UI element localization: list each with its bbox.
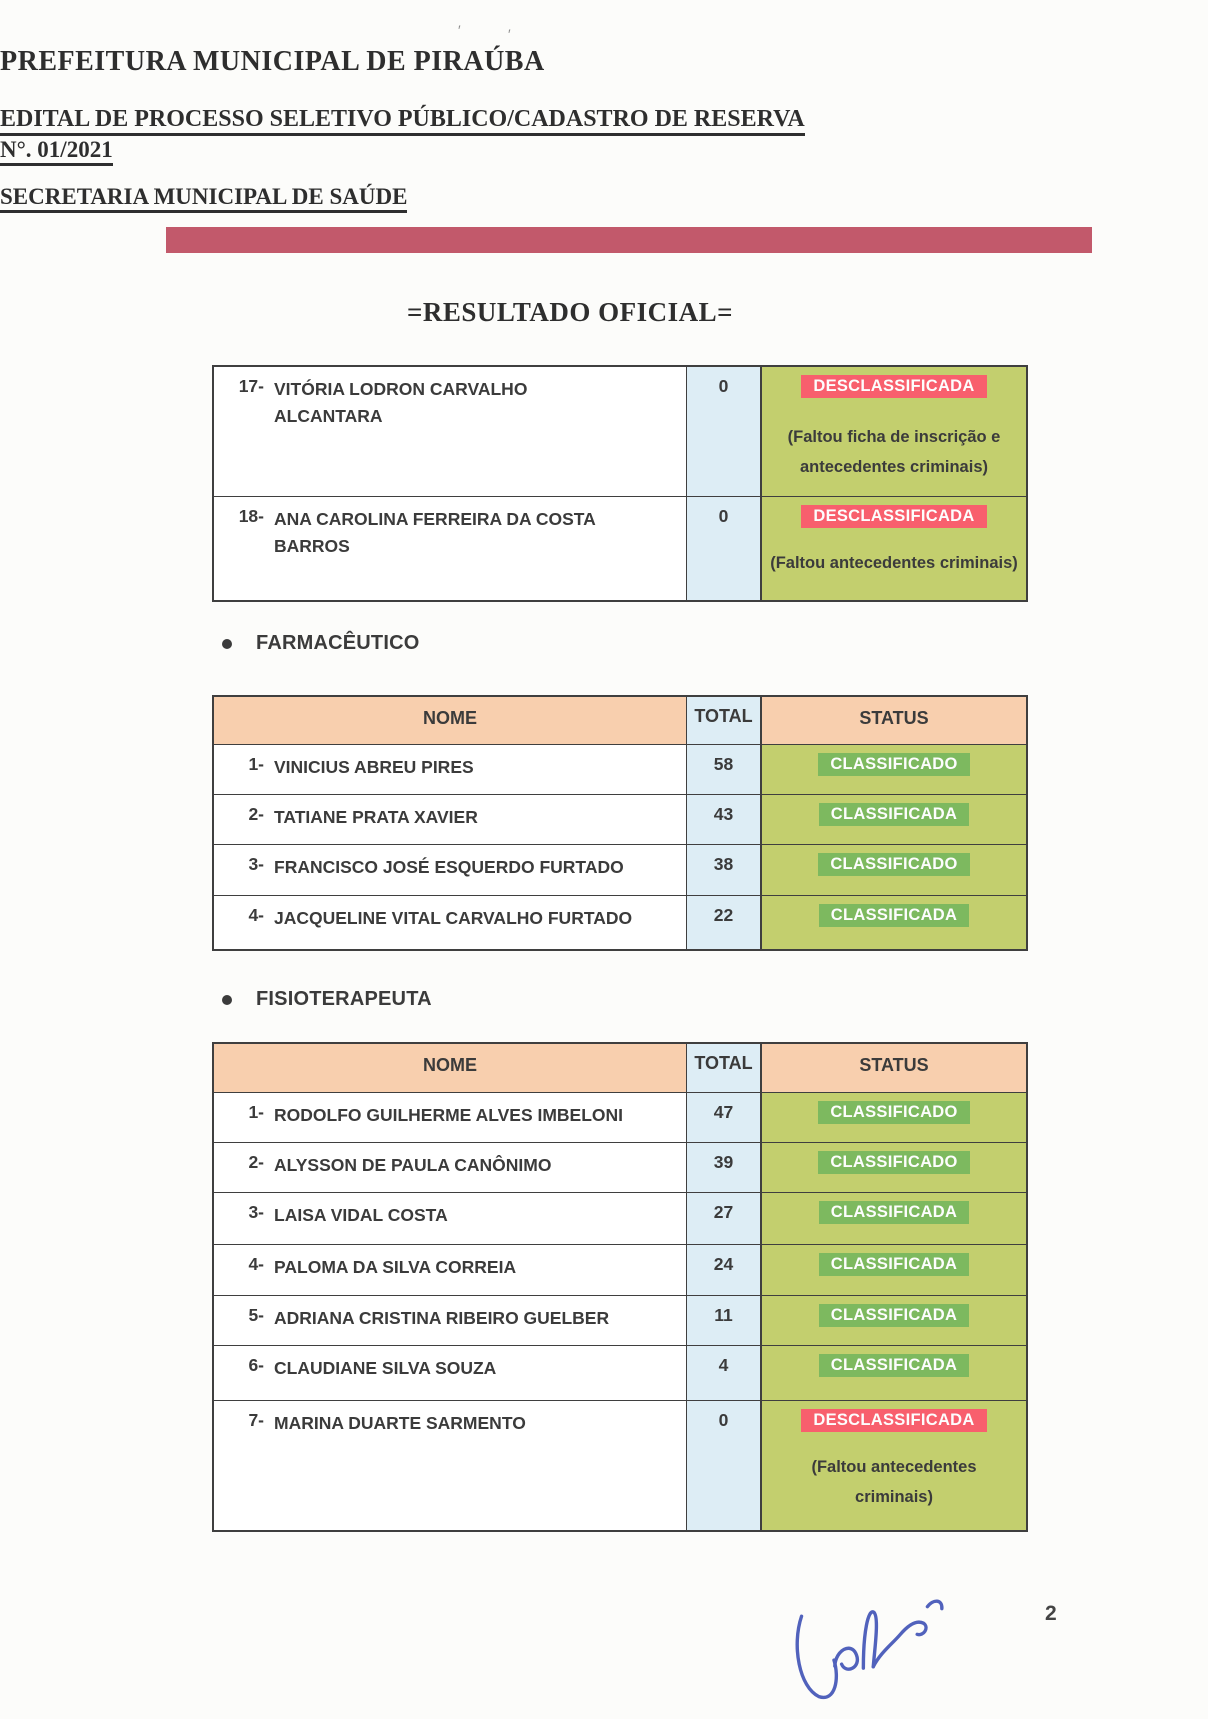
status-cell bbox=[760, 367, 1026, 496]
status-note: (Faltou antecedentes criminais) bbox=[770, 554, 1018, 572]
candidate-name-cell bbox=[214, 1193, 686, 1244]
status-badge: CLASSIFICADA bbox=[819, 1304, 969, 1327]
status-note: (Faltou antecedentes criminais) bbox=[811, 1458, 977, 1506]
table-row bbox=[214, 367, 1026, 496]
header-total: TOTAL bbox=[686, 1044, 760, 1092]
total-cell: 43 bbox=[686, 795, 760, 844]
status-badge: DESCLASSIFICADA bbox=[801, 505, 986, 528]
table-row bbox=[214, 1345, 1026, 1400]
table-row bbox=[214, 1295, 1026, 1345]
status-badge: CLASSIFICADO bbox=[818, 753, 969, 776]
candidate-name: VITÓRIA LODRON CARVALHO ALCANTARA bbox=[274, 379, 528, 426]
page-number: 2 bbox=[1045, 1602, 1057, 1625]
status-badge: CLASSIFICADA bbox=[819, 1253, 969, 1276]
status-cell bbox=[760, 1143, 1026, 1192]
secretaria-heading: SECRETARIA MUNICIPAL DE SAÚDE bbox=[0, 184, 1208, 210]
status-cell bbox=[760, 1245, 1026, 1295]
status-badge: CLASSIFICADO bbox=[818, 1101, 969, 1124]
rank-number: 1- bbox=[248, 1102, 264, 1122]
status-cell bbox=[760, 1093, 1026, 1142]
farmaceutico-results-table bbox=[212, 695, 1028, 951]
status-cell bbox=[760, 1193, 1026, 1244]
status-cell bbox=[760, 795, 1026, 844]
rank-number: 3- bbox=[248, 854, 264, 874]
rank-number: 7- bbox=[248, 1410, 264, 1430]
status-note: (Faltou ficha de inscrição e antecedentes criminais) bbox=[787, 428, 1001, 476]
total-cell: 0 bbox=[686, 367, 760, 496]
total-cell: 4 bbox=[686, 1346, 760, 1400]
candidate-name: MARINA DUARTE SARMENTO bbox=[274, 1413, 526, 1433]
status-cell bbox=[760, 1346, 1026, 1400]
rank-number: 2- bbox=[248, 1152, 264, 1172]
rank-number: 18- bbox=[238, 506, 264, 526]
continuation-results-table bbox=[212, 365, 1028, 602]
status-badge: CLASSIFICADA bbox=[819, 803, 969, 826]
status-badge: CLASSIFICADO bbox=[818, 853, 969, 876]
bullet-icon bbox=[222, 995, 232, 1005]
rank-number: 3- bbox=[248, 1202, 264, 1222]
header-nome: NOME bbox=[214, 1044, 686, 1092]
candidate-name: ADRIANA CRISTINA RIBEIRO GUELBER bbox=[274, 1308, 610, 1328]
table-row bbox=[214, 1092, 1026, 1142]
rank-number: 4- bbox=[248, 905, 264, 925]
section-heading-fisioterapeuta bbox=[222, 988, 432, 1011]
candidate-name-cell bbox=[214, 1093, 686, 1142]
status-badge: CLASSIFICADA bbox=[819, 904, 969, 927]
rank-number: 1- bbox=[248, 754, 264, 774]
table-row bbox=[214, 1192, 1026, 1244]
status-cell bbox=[760, 845, 1026, 895]
candidate-name: FRANCISCO JOSÉ ESQUERDO FURTADO bbox=[274, 857, 624, 877]
candidate-name: JACQUELINE VITAL CARVALHO FURTADO bbox=[274, 908, 633, 928]
table-row bbox=[214, 794, 1026, 844]
rank-number: 6- bbox=[248, 1355, 264, 1375]
total-cell: 58 bbox=[686, 745, 760, 794]
status-badge: CLASSIFICADA bbox=[819, 1201, 969, 1224]
edital-number: N°. 01/2021 bbox=[0, 137, 1208, 163]
candidate-name-cell bbox=[214, 896, 686, 949]
total-cell: 38 bbox=[686, 845, 760, 895]
handwritten-signature bbox=[763, 1554, 992, 1719]
total-cell: 27 bbox=[686, 1193, 760, 1244]
table-header-row bbox=[214, 1044, 1026, 1092]
candidate-name-cell bbox=[214, 1143, 686, 1192]
candidate-name: ANA CAROLINA FERREIRA DA COSTA BARROS bbox=[274, 509, 596, 556]
rank-number: 4- bbox=[248, 1254, 264, 1274]
candidate-name: VINICIUS ABREU PIRES bbox=[274, 757, 474, 777]
status-badge: DESCLASSIFICADA bbox=[801, 1409, 986, 1432]
rank-number: 17- bbox=[238, 376, 264, 396]
header-status: STATUS bbox=[760, 697, 1026, 744]
total-cell: 11 bbox=[686, 1296, 760, 1345]
candidate-name: ALYSSON DE PAULA CANÔNIMO bbox=[274, 1155, 552, 1175]
table-row bbox=[214, 895, 1026, 949]
result-heading: =RESULTADO OFICIAL= bbox=[406, 297, 734, 327]
candidate-name-cell bbox=[214, 497, 686, 600]
candidate-name-cell bbox=[214, 1346, 686, 1400]
status-badge: CLASSIFICADA bbox=[819, 1354, 969, 1377]
status-cell bbox=[760, 896, 1026, 949]
status-cell bbox=[760, 1296, 1026, 1345]
scan-artifact: ′ bbox=[508, 26, 511, 42]
candidate-name: LAISA VIDAL COSTA bbox=[274, 1205, 448, 1225]
header-status: STATUS bbox=[760, 1044, 1026, 1092]
edital-heading: EDITAL DE PROCESSO SELETIVO PÚBLICO/CADASTRO DE RESERVA bbox=[0, 106, 1208, 133]
table-row bbox=[214, 1142, 1026, 1192]
section-title: FISIOTERAPEUTA bbox=[256, 988, 432, 1010]
candidate-name-cell bbox=[214, 845, 686, 895]
candidate-name: RODOLFO GUILHERME ALVES IMBELONI bbox=[274, 1105, 624, 1125]
status-cell bbox=[760, 1401, 1026, 1530]
table-row bbox=[214, 496, 1026, 600]
total-cell: 39 bbox=[686, 1143, 760, 1192]
status-badge: CLASSIFICADO bbox=[818, 1151, 969, 1174]
status-cell bbox=[760, 497, 1026, 600]
table-row bbox=[214, 844, 1026, 895]
scan-artifact: ′ bbox=[458, 22, 461, 38]
candidate-name-cell bbox=[214, 367, 686, 496]
total-cell: 22 bbox=[686, 896, 760, 949]
section-title: FARMACÊUTICO bbox=[256, 632, 420, 654]
total-cell: 47 bbox=[686, 1093, 760, 1142]
table-header-row bbox=[214, 697, 1026, 744]
candidate-name-cell bbox=[214, 745, 686, 794]
candidate-name-cell bbox=[214, 795, 686, 844]
candidate-name: PALOMA DA SILVA CORREIA bbox=[274, 1257, 517, 1277]
fisioterapeuta-results-table bbox=[212, 1042, 1028, 1532]
section-heading-farmaceutico bbox=[222, 632, 420, 655]
table-row bbox=[214, 744, 1026, 794]
status-cell bbox=[760, 745, 1026, 794]
candidate-name: TATIANE PRATA XAVIER bbox=[274, 807, 478, 827]
document-title: PREFEITURA MUNICIPAL DE PIRAÚBA bbox=[0, 46, 545, 77]
rank-number: 2- bbox=[248, 804, 264, 824]
candidate-name-cell bbox=[214, 1296, 686, 1345]
table-row bbox=[214, 1244, 1026, 1295]
header-nome: NOME bbox=[214, 697, 686, 744]
table-row bbox=[214, 1400, 1026, 1530]
total-cell: 0 bbox=[686, 1401, 760, 1530]
red-divider-bar bbox=[166, 227, 1092, 253]
candidate-name-cell bbox=[214, 1245, 686, 1295]
bullet-icon bbox=[222, 639, 232, 649]
candidate-name: CLAUDIANE SILVA SOUZA bbox=[274, 1358, 497, 1378]
total-cell: 0 bbox=[686, 497, 760, 600]
status-badge: DESCLASSIFICADA bbox=[801, 375, 986, 398]
header-total: TOTAL bbox=[686, 697, 760, 744]
total-cell: 24 bbox=[686, 1245, 760, 1295]
candidate-name-cell bbox=[214, 1401, 686, 1530]
rank-number: 5- bbox=[248, 1305, 264, 1325]
